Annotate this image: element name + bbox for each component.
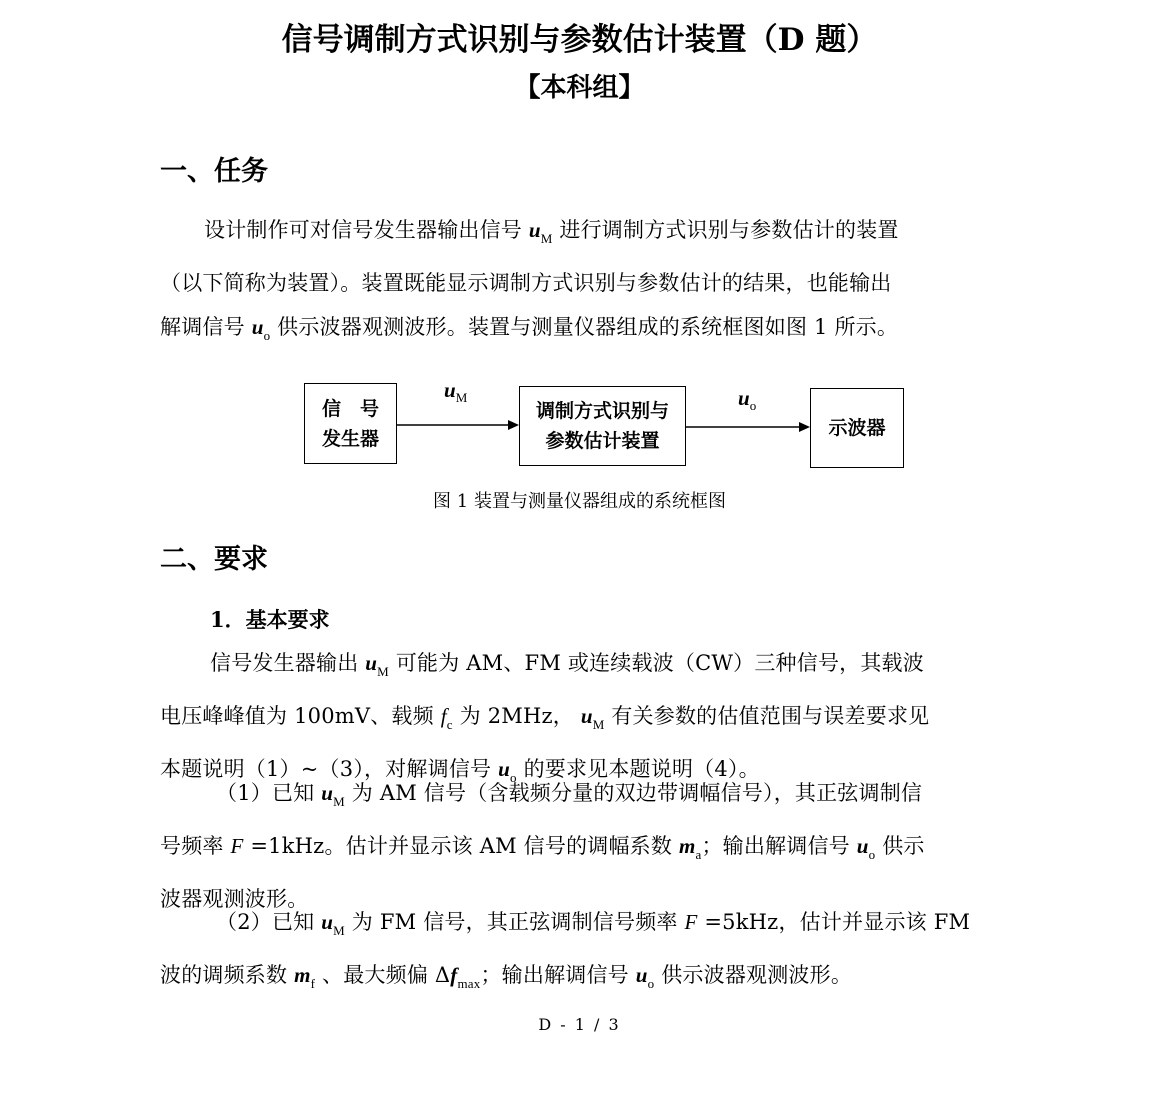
arrowhead-uo <box>799 422 810 432</box>
signal-generator-block: 信 号 发生器 <box>304 383 397 464</box>
oscilloscope-block: 示波器 <box>810 388 904 468</box>
requirements-paragraph: 信号发生器输出 $u_M$ 可能为 AM、FM 或连续载波（CW）三种信号，其载波 电压峰峰值为 100mV、载频 $f_c$ 为 2MHz， $u_M$ 有关参数的估值范围与误差要求见 本题说明（1）~（3），对解调信号 $u_o$ 的要求见本题说明（4）。 <box>160 651 930 785</box>
page-subtitle: 【本科组】 <box>514 73 645 103</box>
device-block: 调制方式识别与 参数估计装置 <box>519 386 686 466</box>
requirement-2: （2）已知 $u_M$ 为 FM 信号，其正弦调制信号频率 F =5kHz，估计并显示该 FM 波的调频系数 $m_f$ 、最大频偏 $\Delta f_{max}$；输出解调信号 $u_o$ 供示波器观测波形。 <box>160 910 971 991</box>
figure-caption: 图 1 装置与测量仪器组成的系统框图 <box>433 491 726 512</box>
section-heading-requirements: 二、要求 <box>160 544 268 575</box>
page-title: 信号调制方式识别与参数估计装置（D 题） <box>281 22 878 58</box>
section-heading-task: 一、任务 <box>160 156 268 187</box>
page-footer: D - 1 / 3 <box>538 1015 621 1034</box>
label-um: $u_M$ <box>444 378 468 405</box>
label-uo: $u_o$ <box>738 386 757 413</box>
arrowhead-um <box>508 420 519 430</box>
task-paragraph: 设计制作可对信号发生器输出信号 $u_M$ 进行调制方式识别与参数估计的装置 （以下简称为装置）。装置既能显示调制方式识别与参数估计的结果，也能输出 解调信号 $u_o$ 供示波器观测波形。装置与测量仪器组成的系统框图如图 1 所示。 <box>160 218 899 343</box>
requirement-1: （1）已知 $u_M$ 为 AM 信号（含载频分量的双边带调幅信号），其正弦调制信 号频率 F =1kHz。估计并显示该 AM 信号的调幅系数 $m_a$；输出解调信号 $u_o$ 供示 波器观测波形。 <box>160 781 925 911</box>
subsection-heading-basic: 1．基本要求 <box>210 607 330 632</box>
